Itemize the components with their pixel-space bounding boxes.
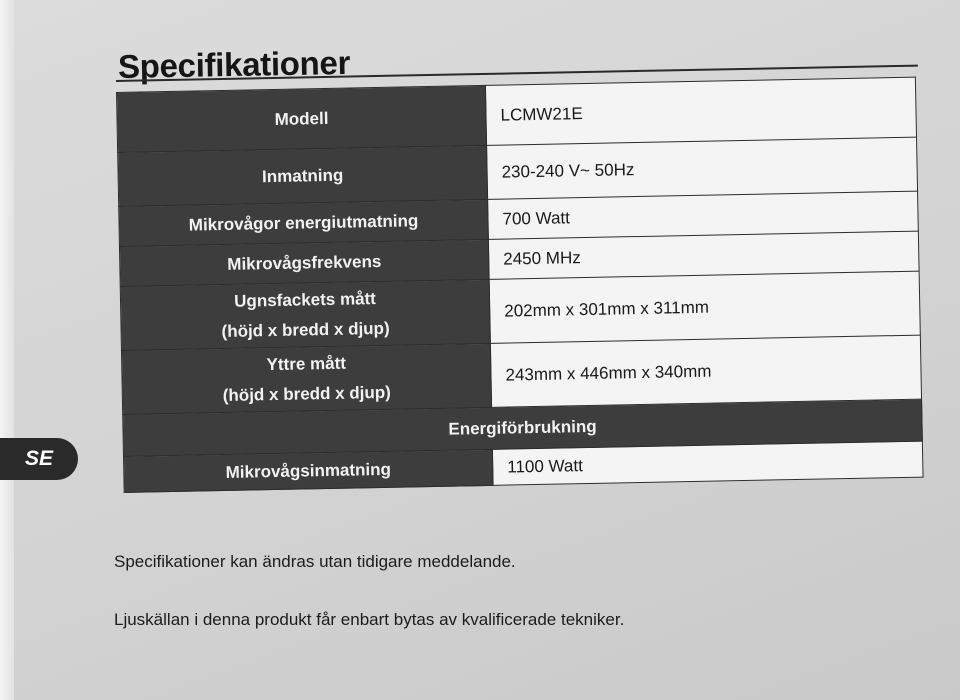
spec-label [121,343,491,414]
spec-value: LCMW21E [485,77,916,145]
spec-value: 243mm x 446mm x 340mm [490,335,921,407]
note-specs-change: Specifikationer kan ändras utan tidigare meddelande. [114,552,516,571]
section-title: Energiförbrukning [123,399,923,456]
spec-label-sub: (höjd x bredd x djup) [222,382,392,405]
page-title: Specifikationer [117,43,351,85]
spec-label-main: Yttre mått [266,353,347,374]
spec-label: Inmatning [118,145,488,206]
language-tab: SE [0,438,78,480]
spec-label-sub: (höjd x bredd x djup) [221,318,390,341]
spec-label: Modell [117,85,487,152]
note-light-source: Ljuskällan i denna produkt får enbart bytas av kvalificerade tekniker. [114,610,625,629]
spec-value: 2450 MHz [488,231,919,279]
spec-label-main: Ugnsfackets mått [233,288,377,311]
spec-label: Mikrovågor energiutmatning [119,199,489,246]
spec-label: Mikrovågsinmatning [123,449,493,492]
spec-value: 1100 Watt [492,441,923,485]
spec-value: 230-240 V~ 50Hz [487,137,918,199]
spec-label [120,279,490,350]
spec-table [116,77,924,493]
spec-value: 700 Watt [488,191,919,239]
spec-label: Mikrovågsfrekvens [119,239,489,286]
spec-value: 202mm x 301mm x 311mm [489,271,920,343]
page-edge [0,0,14,700]
